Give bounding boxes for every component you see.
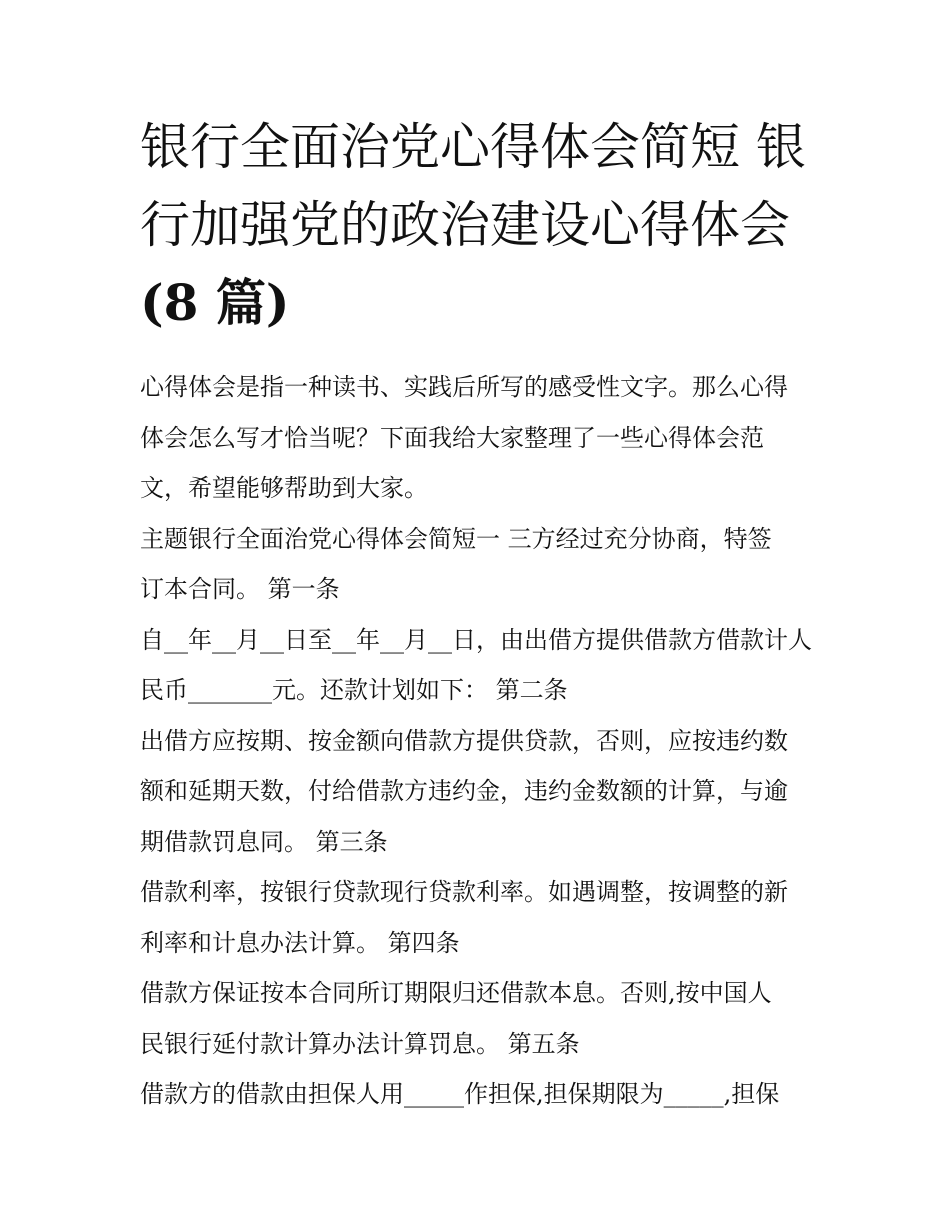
title-line-1: 银行全面治党心得体会简短 银 — [140, 118, 806, 176]
paragraph-article-5 — [140, 1069, 820, 1120]
paragraph-intro — [140, 362, 820, 514]
paragraph-article-2 — [140, 716, 820, 868]
title-line-3: (8 篇) — [140, 273, 290, 332]
paragraph-line: 文，希望能够帮助到大家。 — [140, 474, 428, 502]
paragraph-line: 期借款罚息同。 第三条 — [140, 827, 388, 856]
paragraph-line: 民银行延付款计算办法计算罚息。 第五条 — [140, 1029, 580, 1058]
paragraph-line: 利率和计息办法计算。 第四条 — [140, 928, 460, 957]
paragraph-article-1 — [140, 615, 820, 716]
paragraph-line: 借款利率，按银行贷款现行贷款利率。如遇调整，按调整的新 — [140, 878, 788, 906]
paragraph-article-4 — [140, 968, 820, 1069]
paragraph-article-3 — [140, 867, 820, 968]
document-page — [140, 108, 830, 1120]
paragraph-line: 心得体会是指一种读书、实践后所写的感受性文字。那么心得 — [140, 373, 788, 401]
document-title — [140, 108, 820, 342]
paragraph-topic — [140, 514, 820, 615]
title-line-2: 行加强党的政治建设心得体会 — [140, 196, 790, 254]
paragraph-line: 出借方应按期、按金额向借款方提供贷款，否则，应按违约数 — [140, 726, 788, 755]
paragraph-line: 体会怎么写才恰当呢？下面我给大家整理了一些心得体会范 — [140, 423, 764, 452]
paragraph-line: 额和延期天数，付给借款方违约金，违约金数额的计算，与逾 — [140, 777, 788, 805]
paragraph-line: 借款方保证按本合同所订期限归还借款本息。否则,按中国人 — [140, 979, 772, 1007]
paragraph-line: 民币_______元。还款计划如下： 第二条 — [140, 676, 568, 704]
paragraph-line: 订本合同。 第一条 — [140, 575, 340, 603]
paragraph-line: 自__年__月__日至__年__月__日，由出借方提供借款方借款计人 — [140, 625, 812, 654]
document-body — [140, 362, 830, 1120]
paragraph-line: 借款方的借款由担保人用_____作担保,担保期限为_____,担保 — [140, 1080, 780, 1108]
paragraph-line: 主题银行全面治党心得体会简短一 三方经过充分协商，特签 — [140, 524, 772, 553]
